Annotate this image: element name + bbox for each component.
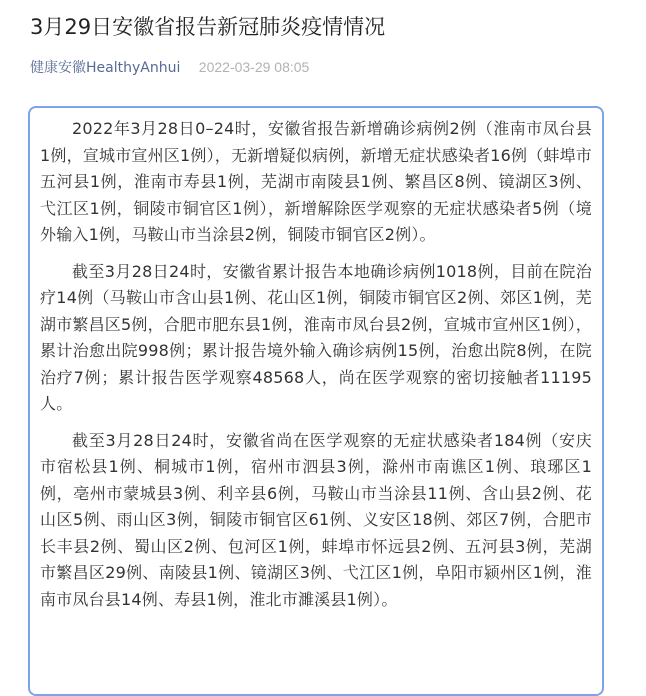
account-name-link[interactable]: 健康安徽HealthyAnhui [30,60,181,76]
paragraph-cumulative-cases: 截至3月28日24时，安徽省累计报告本地确诊病例1018例，目前在院治疗14例（马鞍山市含山县1例、花山区1例，铜陵市铜官区2例、郊区1例，芜湖市繁昌区5例，合肥市肥东县1例，淮南市凤台县2例，宣城市宣州区1例），累计治愈出院998例；累计报告境外输入确诊病例15例，治愈出院8例，在院治疗7例；累计报告医学观察48568人，尚在医学观察的密切接触者11195人。 [40,261,592,413]
article-meta [30,58,309,77]
paragraph-new-cases: 2022年3月28日0–24时，安徽省报告新增确诊病例2例（淮南市凤台县1例，宣城市宣州区1例），无新增疑似病例，新增无症状感染者16例（蚌埠市五河县1例，淮南市寿县1例，芜湖市南陵县1例、繁昌区8例、镜湖区3例、弋江区1例，铜陵市铜官区1例），新增解除医学观察的无症状感染者5例（境外输入1例，马鞍山市当涂县2例，铜陵市铜官区2例）。 [40,119,592,244]
article-title: 3月29日安徽省报告新冠肺炎疫情情况 [30,15,386,39]
paragraph-asymptomatic-under-observation: 截至3月28日24时，安徽省尚在医学观察的无症状感染者184例（安庆市宿松县1例、桐城市1例，宿州市泗县3例，滁州市南谯区1例、琅琊区1例，亳州市蒙城县3例、利辛县6例，马鞍山市当涂县11例、含山县2例、花山区5例、雨山区3例，铜陵市铜官区61例、义安区18例、郊区7例，合肥市长丰县2例、蜀山区2例、包河区1例，蚌埠市怀远县2例、五河县3例，芜湖市繁昌区29例、南陵县1例、镜湖区3例、弋江区1例，阜阳市颍州区1例，淮南市凤台县14例、寿县1例，淮北市濉溪县1例）。 [40,430,592,609]
publish-date: 2022-03-29 08:05 [198,59,310,75]
article-content-box [28,106,604,696]
